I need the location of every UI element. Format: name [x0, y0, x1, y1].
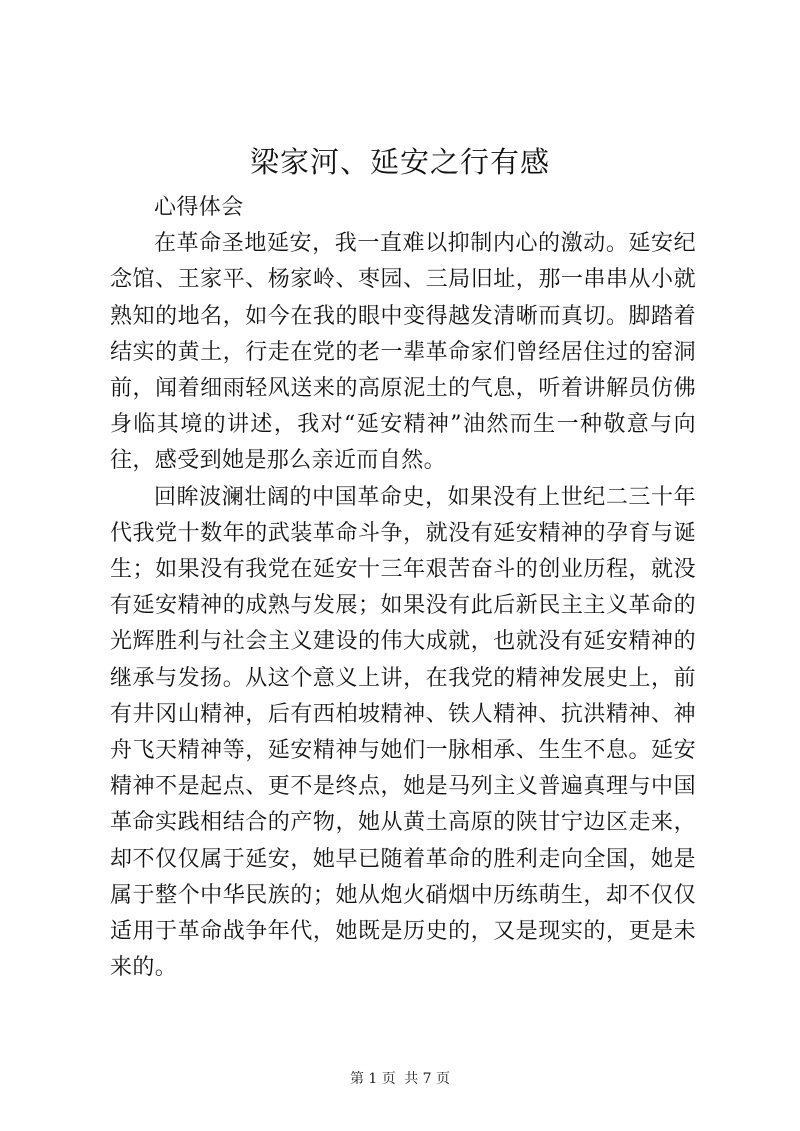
document-title: 梁家河、延安之行有感	[249, 145, 550, 179]
document-body	[110, 190, 696, 986]
page-number: 第 1 页	[349, 1071, 396, 1087]
page-footer	[0, 1068, 800, 1088]
paragraph: 回眸波澜壮阔的中国革命史，如果没有上世纪二三十年代我党十数年的武装革命斗争，就没有延安精神的孕育与诞生；如果没有我党在延安十三年艰苦奋斗的创业历程，就没有延安精神的成熟与发展；如果没有此后新民主主义革命的光辉胜利与社会主义建设的伟大成就，也就没有延安精神的继承与发扬。从这个意义上讲，在我党的精神发展史上，前有井冈山精神，后有西柏坡精神、铁人精神、抗洪精神、神舟飞天精神等，延安精神与她们一脉相承、生生不息。延安精神不是起点、更不是终点，她是马列主义普遍真理与中国革命实践相结合的产物，她从黄土高原的陕甘宁边区走来，却不仅仅属于延安，她早已随着革命的胜利走向全国，她是属于整个中华民族的；她从炮火硝烟中历练萌生，却不仅仅适用于革命战争年代，她既是历史的，又是现实的，更是未来的。	[110, 484, 696, 981]
paragraph: 在革命圣地延安，我一直难以抑制内心的激动。延安纪念馆、王家平、杨家岭、枣园、三局旧址，那一串串从小就熟知的地名，如今在我的眼中变得越发清晰而真切。脚踏着结实的黄土，行走在党的老一辈革命家们曾经居住过的窑洞前，闻着细雨轻风送来的高原泥土的气息，听着讲解员仿佛身临其境的讲述，我对“延安精神”油然而生一种敬意与向往，感受到她是那么亲近而自然。	[110, 231, 696, 474]
page-total: 共 7 页	[404, 1071, 451, 1087]
subheading: 心得体会	[154, 195, 244, 220]
